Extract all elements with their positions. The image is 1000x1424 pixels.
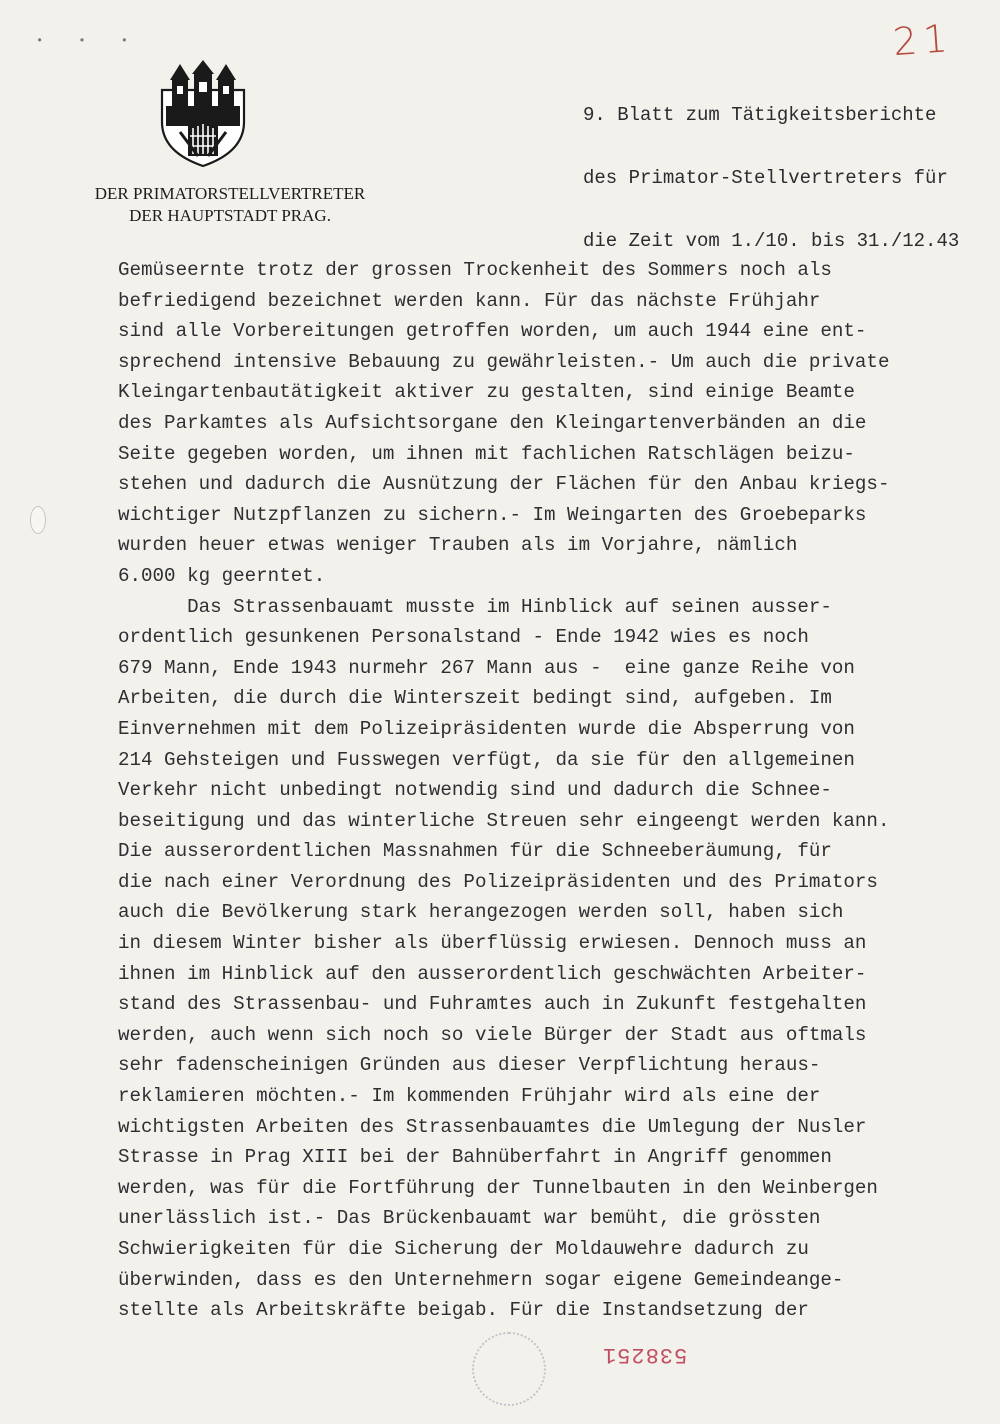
body-line: Die ausserordentlichen Massnahmen für die Schneeberäumung, für — [118, 840, 832, 863]
body-line: 679 Mann, Ende 1943 nurmehr 267 Mann aus - eine ganze Reihe von — [118, 656, 855, 679]
body-line: sehr fadenscheinigen Gründen aus dieser Verpflichtung heraus- — [118, 1054, 821, 1077]
body-line: wichtiger Nutzpflanzen zu sichern.- Im Weingarten des Groebeparks — [118, 503, 867, 526]
archive-number: 538251 — [602, 1342, 688, 1367]
body-line: sind alle Vorbereitungen getroffen worden, um auch 1944 eine ent- — [118, 320, 867, 343]
body-line: Schwierigkeiten für die Sicherung der Moldauwehre dadurch zu — [118, 1238, 809, 1260]
body-line: unerlässlich ist.- Das Brückenbauamt war bemüht, die grössten — [118, 1207, 821, 1230]
body-line: Gemüseernte trotz der grossen Trockenheit des Sommers noch als — [118, 259, 832, 281]
body-line: Kleingartenbautätigkeit aktiver zu gestalten, sind einige Beamte — [118, 381, 855, 404]
report-body — [118, 255, 968, 1326]
body-line: ihnen im Hinblick auf den ausserordentlich geschwächten Arbeiter- — [118, 962, 867, 985]
body-line: wurden heuer etwas weniger Trauben als im Vorjahre, nämlich — [118, 534, 798, 557]
body-line: stehen und dadurch die Ausnützung der Flächen für den Anbau kriegs- — [118, 473, 890, 496]
body-line: sprechend intensive Bebauung zu gewährleisten.- Um auch die private — [118, 350, 890, 373]
margin-marks: • • • — [36, 34, 143, 48]
prague-coat-of-arms-icon — [158, 60, 248, 168]
body-line: befriedigend bezeichnet werden kann. Für das nächste Frühjahr — [118, 289, 821, 312]
punch-hole — [30, 506, 46, 534]
body-line: in diesem Winter bisher als überflüssig erwiesen. Dennoch muss an — [118, 932, 867, 955]
body-line: ordentlich gesunkenen Personalstand - Ende 1942 wies es noch — [118, 626, 809, 649]
body-line: Seite gegeben worden, um ihnen mit fachlichen Ratschlägen beizu- — [118, 442, 855, 465]
body-line: Strasse in Prag XIII bei der Bahnüberfahrt in Angriff genommen — [118, 1146, 832, 1169]
body-line: Verkehr nicht unbedingt notwendig sind und dadurch die Schnee- — [118, 779, 832, 802]
body-line: Arbeiten, die durch die Winterszeit bedingt sind, aufgeben. Im — [118, 687, 832, 710]
sheet-reference-line-3: die Zeit vom 1./10. bis 31./12.43 — [583, 230, 960, 252]
body-line: Das Strassenbauamt musste im Hinblick auf seinen ausser- — [118, 595, 832, 618]
letterhead-line-1: DER PRIMATORSTELLVERTRETER — [94, 184, 366, 203]
sheet-reference-line-2: des Primator-Stellvertreters für — [583, 167, 948, 189]
sheet-reference-line-1: 9. Blatt zum Tätigkeitsberichte — [583, 104, 937, 126]
body-line: die nach einer Verordnung des Polizeipräsidenten und des Primators — [118, 870, 878, 893]
page-number: 21 — [891, 15, 955, 65]
body-line: stellte als Arbeitskräfte beigab. Für die Instandsetzung der — [118, 1299, 809, 1322]
body-line: wichtigsten Arbeiten des Strassenbauamtes die Umlegung der Nusler — [118, 1115, 867, 1138]
archive-stamp-icon — [472, 1332, 546, 1406]
body-line: 214 Gehsteigen und Fusswegen verfügt, da sie für den allgemeinen — [118, 748, 855, 771]
body-line: 6.000 kg geerntet. — [118, 564, 326, 587]
body-line: stand des Strassenbau- und Fuhramtes auch in Zukunft festgehalten — [118, 993, 867, 1016]
body-line: werden, auch wenn sich noch so viele Bürger der Stadt aus oftmals — [118, 1023, 867, 1046]
body-line: reklamieren möchten.- Im kommenden Frühjahr wird als eine der — [118, 1085, 821, 1108]
body-line: werden, was für die Fortführung der Tunnelbauten in den Weinbergen — [118, 1176, 878, 1199]
body-line: Einvernehmen mit dem Polizeipräsidenten wurde die Absperrung von — [118, 717, 855, 740]
letterhead — [70, 183, 390, 227]
body-line: auch die Bevölkerung stark herangezogen werden soll, haben sich — [118, 901, 844, 924]
letterhead-line-2: DER HAUPTSTADT PRAG. — [129, 206, 331, 225]
body-line: überwinden, dass es den Unternehmern sogar eigene Gemeindeange- — [118, 1268, 844, 1291]
body-line: beseitigung und das winterliche Streuen sehr eingeengt werden kann. — [118, 809, 890, 832]
body-line: des Parkamtes als Aufsichtsorgane den Kleingartenverbänden an die — [118, 411, 867, 434]
